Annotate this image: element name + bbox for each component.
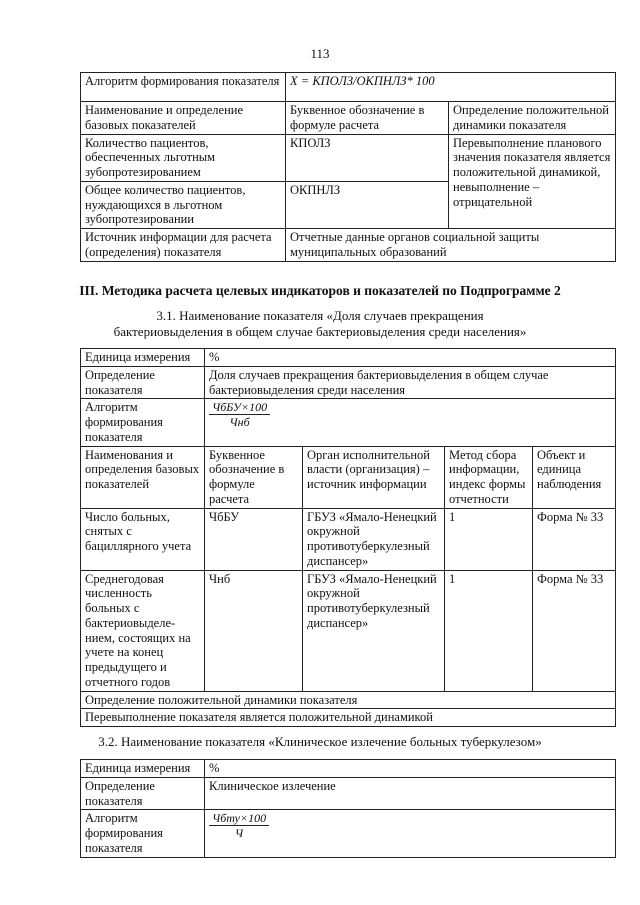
table-row (81, 399, 616, 446)
col-header-names: Наименования и определения базовых показателей (81, 446, 205, 508)
dynamics-value: Перевыполнение показателя является положительной динамикой (81, 709, 616, 727)
collection-method: 1 (445, 508, 533, 570)
formula-numerator: ЧбБУ×100 (209, 400, 270, 415)
source-value: Отчетные данные органов социальной защиты муниципальных образований (286, 229, 616, 262)
col-header-letter: Буквенное обозначение в формуле расчета (205, 446, 303, 508)
positive-dynamics-text: Перевыполнение планового значения показателя является положительной динамикой, невыполнение – отрицательной (449, 134, 616, 229)
base-indicators-header: Наименование и определение базовых показателей (81, 102, 286, 135)
definition-value: Доля случаев прекращения бактериовыделения в общем случае бактериовыделения среди населения (205, 366, 616, 399)
formula-fraction (209, 400, 270, 429)
page-number: 113 (310, 46, 330, 61)
positive-dynamics-header: Определение положительной динамики показателя (449, 102, 616, 135)
base-indicator-name: Среднегодовая численность больных с бактериовыделе-нием, состоящих на учете на конец предыдущего и отчетного годов (81, 570, 205, 691)
base-indicator-name: Количество пациентов, обеспеченных льготным зубопротезированием (81, 134, 286, 181)
definition-label: Определение показателя (81, 366, 205, 399)
formula-fraction (209, 811, 269, 840)
table-row (81, 366, 616, 399)
table-row (81, 508, 616, 570)
algorithm-formula: X = КПОЛЗ/ОКПНЛЗ* 100 (286, 73, 616, 102)
letter-header: Буквенное обозначение в формуле расчета (286, 102, 449, 135)
observation-object: Форма № 33 (533, 570, 616, 691)
table-row (81, 709, 616, 727)
indicator-table-top (80, 72, 616, 262)
unit-value: % (205, 349, 616, 367)
section-title: III. Методика расчета целевых индикаторов и показателей по Подпрограмме 2 (79, 283, 561, 298)
table-row (81, 102, 616, 135)
indicator2-table (80, 759, 616, 858)
unit-value: % (205, 760, 616, 778)
table-row (81, 777, 616, 810)
algorithm-label: Алгоритм формирования показателя (81, 73, 286, 102)
base-indicator-code: КПОЛЗ (286, 134, 449, 181)
algorithm-formula (205, 810, 616, 857)
source-organ: ГБУЗ «Ямало-Ненецкий окружной противотуберкулезный диспансер» (303, 508, 445, 570)
table-row (81, 691, 616, 709)
table-row (81, 134, 616, 181)
collection-method: 1 (445, 570, 533, 691)
col-header-object: Объект и единица наблюдения (533, 446, 616, 508)
dynamics-label: Определение положительной динамики показателя (81, 691, 616, 709)
algorithm-formula (205, 399, 616, 446)
indicator1-heading-line2: бактериовыделения в общем случае бактериовыделения среди населения» (113, 324, 527, 339)
table-row (81, 349, 616, 367)
algorithm-label: Алгоритм формирования показателя (81, 399, 205, 446)
base-indicator-letter: Чнб (205, 570, 303, 691)
formula-denominator: Ч (234, 826, 244, 841)
unit-label: Единица измерения (81, 760, 205, 778)
table-row (81, 229, 616, 262)
indicator1-table (80, 348, 616, 727)
col-header-organ: Орган исполнительной власти (организация) – источник информации (303, 446, 445, 508)
unit-label: Единица измерения (81, 349, 205, 367)
base-indicator-name: Число больных, снятых с бациллярного учета (81, 508, 205, 570)
table-row (81, 570, 616, 691)
definition-label: Определение показателя (81, 777, 205, 810)
col-header-method: Метод сбора информации, индекс формы отчетности (445, 446, 533, 508)
base-indicator-name: Общее количество пациентов, нуждающихся в льготном зубопротезировании (81, 181, 286, 228)
formula-denominator: Чнб (229, 415, 250, 430)
observation-object: Форма № 33 (533, 508, 616, 570)
indicator2-heading: 3.2. Наименование показателя «Клиническое излечение больных туберкулезом» (98, 734, 542, 749)
base-indicator-letter: ЧбБУ (205, 508, 303, 570)
algorithm-label: Алгоритм формирования показателя (81, 810, 205, 857)
table-row (81, 446, 616, 508)
table-row (81, 760, 616, 778)
indicator1-heading-line1: 3.1. Наименование показателя «Доля случаев прекращения (156, 308, 484, 323)
table-row (81, 73, 616, 102)
source-organ: ГБУЗ «Ямало-Ненецкий окружной противотуберкулезный диспансер» (303, 570, 445, 691)
base-indicator-code: ОКПНЛЗ (286, 181, 449, 228)
source-label: Источник информации для расчета (определения) показателя (81, 229, 286, 262)
definition-value: Клиническое излечение (205, 777, 616, 810)
formula-numerator: Чбту×100 (209, 811, 269, 826)
table-row (81, 810, 616, 857)
